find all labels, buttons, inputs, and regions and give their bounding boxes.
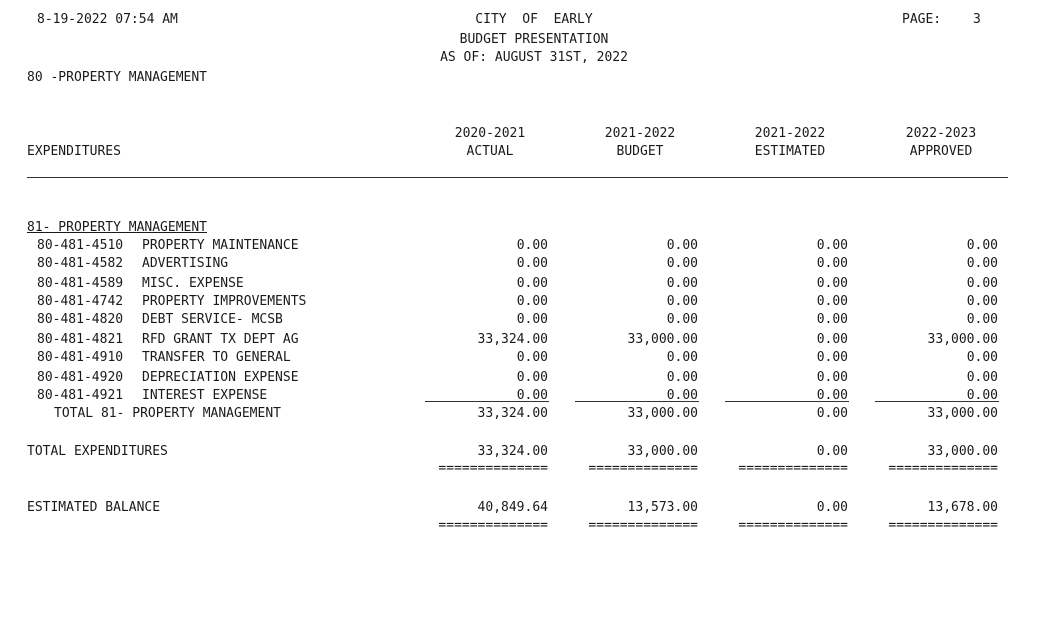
department-total-label: TOTAL 81- PROPERTY MANAGEMENT — [54, 406, 281, 421]
amount-col2: 0.00 — [666, 294, 698, 309]
department-title: 81- PROPERTY MANAGEMENT — [27, 220, 208, 235]
department-total-col1: 33,324.00 — [477, 406, 548, 421]
account-description: TRANSFER TO GENERAL — [142, 350, 291, 365]
account-number: 80-481-4589 — [37, 276, 124, 291]
amount-col4: 0.00 — [966, 276, 998, 291]
account-description: RFD GRANT TX DEPT AG — [142, 332, 299, 347]
amount-col4: 0.00 — [966, 350, 998, 365]
amount-col2: 33,000.00 — [627, 332, 698, 347]
report-title: BUDGET PRESENTATION — [459, 32, 609, 47]
department-total-col2: 33,000.00 — [627, 406, 698, 421]
header-divider — [27, 177, 1008, 178]
report-as-of: AS OF: AUGUST 31ST, 2022 — [440, 50, 628, 65]
double-rule-col4: ============== — [888, 461, 998, 476]
amount-col4: 0.00 — [966, 294, 998, 309]
amount-col1: 33,324.00 — [477, 332, 548, 347]
amount-col4: 0.00 — [966, 256, 998, 271]
amount-col1: 0.00 — [516, 370, 548, 385]
subtotal-rule-col2 — [575, 401, 699, 402]
amount-col2: 0.00 — [666, 276, 698, 291]
account-number: 80-481-4910 — [37, 350, 124, 365]
estimated-balance-col3: 0.00 — [816, 500, 848, 515]
account-number: 80-481-4921 — [37, 388, 124, 403]
account-number: 80-481-4920 — [37, 370, 124, 385]
double-rule-balance-col1: ============== — [438, 518, 548, 533]
total-expenditures-col1: 33,324.00 — [477, 444, 548, 459]
total-expenditures-col2: 33,000.00 — [627, 444, 698, 459]
amount-col2: 0.00 — [666, 256, 698, 271]
account-description: DEBT SERVICE- MCSB — [142, 312, 283, 327]
double-rule-col2: ============== — [588, 461, 698, 476]
amount-col1: 0.00 — [516, 256, 548, 271]
amount-col2: 0.00 — [666, 238, 698, 253]
amount-col1: 0.00 — [516, 388, 548, 403]
col1-year: 2020-2021 — [454, 126, 526, 141]
account-number: 80-481-4510 — [37, 238, 124, 253]
account-number: 80-481-4820 — [37, 312, 124, 327]
amount-col1: 0.00 — [516, 238, 548, 253]
org-name: CITY OF EARLY — [475, 12, 593, 27]
total-expenditures-col4: 33,000.00 — [927, 444, 998, 459]
account-description: INTEREST EXPENSE — [142, 388, 268, 403]
double-rule-col3: ============== — [738, 461, 848, 476]
amount-col3: 0.00 — [816, 312, 848, 327]
amount-col1: 0.00 — [516, 294, 548, 309]
fund-title: 80 -PROPERTY MANAGEMENT — [27, 70, 208, 85]
estimated-balance-label: ESTIMATED BALANCE — [27, 500, 161, 515]
amount-col3: 0.00 — [816, 388, 848, 403]
col1-type: ACTUAL — [466, 144, 514, 159]
amount-col3: 0.00 — [816, 370, 848, 385]
subtotal-rule-col4 — [875, 401, 999, 402]
amount-col3: 0.00 — [816, 256, 848, 271]
col2-type: BUDGET — [616, 144, 664, 159]
amount-col4: 0.00 — [966, 388, 998, 403]
amount-col3: 0.00 — [816, 350, 848, 365]
col4-year: 2022-2023 — [905, 126, 977, 141]
double-rule-balance-col3: ============== — [738, 518, 848, 533]
department-total-col3: 0.00 — [816, 406, 848, 421]
amount-col3: 0.00 — [816, 276, 848, 291]
report-datetime: 8-19-2022 07:54 AM — [37, 12, 178, 27]
account-number: 80-481-4582 — [37, 256, 124, 271]
account-description: DEPRECIATION EXPENSE — [142, 370, 299, 385]
amount-col3: 0.00 — [816, 238, 848, 253]
amount-col1: 0.00 — [516, 276, 548, 291]
total-expenditures-col3: 0.00 — [816, 444, 848, 459]
amount-col1: 0.00 — [516, 312, 548, 327]
account-description: PROPERTY IMPROVEMENTS — [142, 294, 307, 309]
estimated-balance-col2: 13,573.00 — [627, 500, 698, 515]
page-label: PAGE: — [902, 12, 942, 27]
double-rule-col1: ============== — [438, 461, 548, 476]
col3-year: 2021-2022 — [754, 126, 826, 141]
account-number: 80-481-4742 — [37, 294, 124, 309]
amount-col2: 0.00 — [666, 370, 698, 385]
col2-year: 2021-2022 — [604, 126, 676, 141]
estimated-balance-col1: 40,849.64 — [477, 500, 548, 515]
account-number: 80-481-4821 — [37, 332, 124, 347]
expenditures-header: EXPENDITURES — [27, 144, 121, 159]
total-expenditures-label: TOTAL EXPENDITURES — [27, 444, 168, 459]
double-rule-balance-col2: ============== — [588, 518, 698, 533]
page-number: 3 — [973, 12, 981, 27]
amount-col4: 0.00 — [966, 238, 998, 253]
amount-col4: 33,000.00 — [927, 332, 998, 347]
amount-col1: 0.00 — [516, 350, 548, 365]
account-description: ADVERTISING — [142, 256, 229, 271]
subtotal-rule-col1 — [425, 401, 549, 402]
amount-col4: 0.00 — [966, 312, 998, 327]
amount-col3: 0.00 — [816, 332, 848, 347]
amount-col2: 0.00 — [666, 350, 698, 365]
amount-col2: 0.00 — [666, 312, 698, 327]
double-rule-balance-col4: ============== — [888, 518, 998, 533]
col4-type: APPROVED — [909, 144, 973, 159]
department-total-col4: 33,000.00 — [927, 406, 998, 421]
account-description: MISC. EXPENSE — [142, 276, 244, 291]
amount-col3: 0.00 — [816, 294, 848, 309]
estimated-balance-col4: 13,678.00 — [927, 500, 998, 515]
amount-col2: 0.00 — [666, 388, 698, 403]
amount-col4: 0.00 — [966, 370, 998, 385]
col3-type: ESTIMATED — [754, 144, 826, 159]
account-description: PROPERTY MAINTENANCE — [142, 238, 299, 253]
subtotal-rule-col3 — [725, 401, 849, 402]
